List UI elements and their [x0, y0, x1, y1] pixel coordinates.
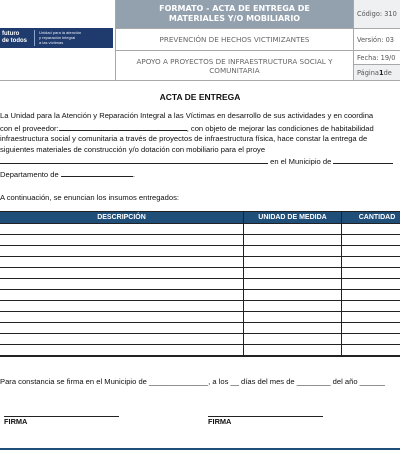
date-cell: [354, 51, 400, 65]
column-header-unit: UNIDAD DE MEDIDA: [244, 212, 341, 223]
table-row-line: [0, 355, 400, 356]
paragraph-line: [0, 155, 400, 168]
materials-table: [0, 211, 400, 357]
intro-paragraph: [0, 111, 400, 180]
paragraph-text: en el Municipio de: [268, 157, 332, 166]
paragraph-line: [0, 168, 400, 181]
process-name: PREVENCIÓN DE HECHOS VICTIMIZANTES: [159, 35, 310, 44]
form-title-cell: [116, 0, 354, 29]
page-cell: [354, 65, 400, 81]
paragraph-text: .: [132, 169, 135, 179]
page-label: Página: [357, 68, 379, 77]
table-row-line: [0, 256, 400, 257]
paragraph-line: infraestructura social y comunitaria a través de proyectos de infraestructura física, hace constar la entrega de: [0, 134, 368, 143]
municipality-blank[interactable]: [333, 155, 393, 164]
table-row-line: [0, 322, 400, 323]
table-row-line: [0, 289, 400, 290]
signature-label: FIRMA: [208, 417, 232, 426]
paragraph-text: con el proveedor:: [0, 123, 59, 133]
code-value: Código: 310: [357, 10, 397, 18]
table-row-line: [0, 223, 400, 224]
logo-text: futuro de todos: [2, 31, 27, 44]
project-blank[interactable]: [0, 155, 268, 164]
table-row-line: [0, 311, 400, 312]
page-number: 1: [378, 68, 384, 77]
logo-subtext: Unidad para la atención y reparación integral a las víctimas: [39, 30, 82, 45]
table-row-line: [0, 245, 400, 246]
process-cell: [116, 29, 354, 51]
signature-label: FIRMA: [4, 417, 28, 426]
document-title: ACTA DE ENTREGA: [159, 92, 241, 102]
closing-statement: Para constancia se firma en el Municipio de ______________, a los __ días del mes de ________ del año ______: [0, 377, 386, 386]
signature-block-1: [4, 416, 119, 426]
logo-separator: [34, 30, 35, 46]
version-cell: [354, 29, 400, 51]
paragraph-line: [0, 122, 400, 135]
code-cell: [354, 0, 400, 29]
table-row-line: [0, 267, 400, 268]
department-blank[interactable]: [61, 168, 133, 177]
document-header: [0, 0, 400, 81]
form-title: FORMATO - ACTA DE ENTREGA DE MATERIALES Y/O MOBILIARIO: [159, 4, 310, 23]
table-intro-text: A continuación, se enuncian los insumos entregados:: [0, 193, 179, 202]
subprocess-name: APOYO A PROYECTOS DE INFRAESTRUCTURA SOCIAL Y COMUNITARIA: [136, 56, 333, 75]
paragraph-text: , con objeto de mejorar las condiciones de habitabilidad: [186, 123, 374, 133]
column-header-quantity: CANTIDAD: [342, 212, 400, 223]
paragraph-text: Departamento de: [0, 169, 59, 179]
table-row-line: [0, 278, 400, 279]
version-value: Versión: 03: [357, 35, 394, 44]
table-row-line: [0, 333, 400, 334]
column-header-description: DESCRIPCIÓN: [0, 212, 243, 223]
paragraph-line: La Unidad para la Atención y Reparación Integral a las Víctimas en desarrollo de sus actividades y en coordina: [0, 111, 374, 120]
subprocess-cell: [116, 51, 354, 81]
paragraph-line: siguientes materiales de construcción y/o dotación con mobiliario para el proye: [0, 144, 266, 154]
table-row-line: [0, 300, 400, 301]
organization-logo: [0, 28, 113, 48]
signature-block-2: [208, 416, 323, 426]
logo-cell: [0, 0, 116, 81]
table-row-line: [0, 344, 400, 345]
page-suffix: de: [383, 68, 392, 77]
date-value: Fecha: 19/0: [357, 53, 396, 62]
provider-blank[interactable]: [59, 122, 187, 131]
table-row-line: [0, 234, 400, 235]
